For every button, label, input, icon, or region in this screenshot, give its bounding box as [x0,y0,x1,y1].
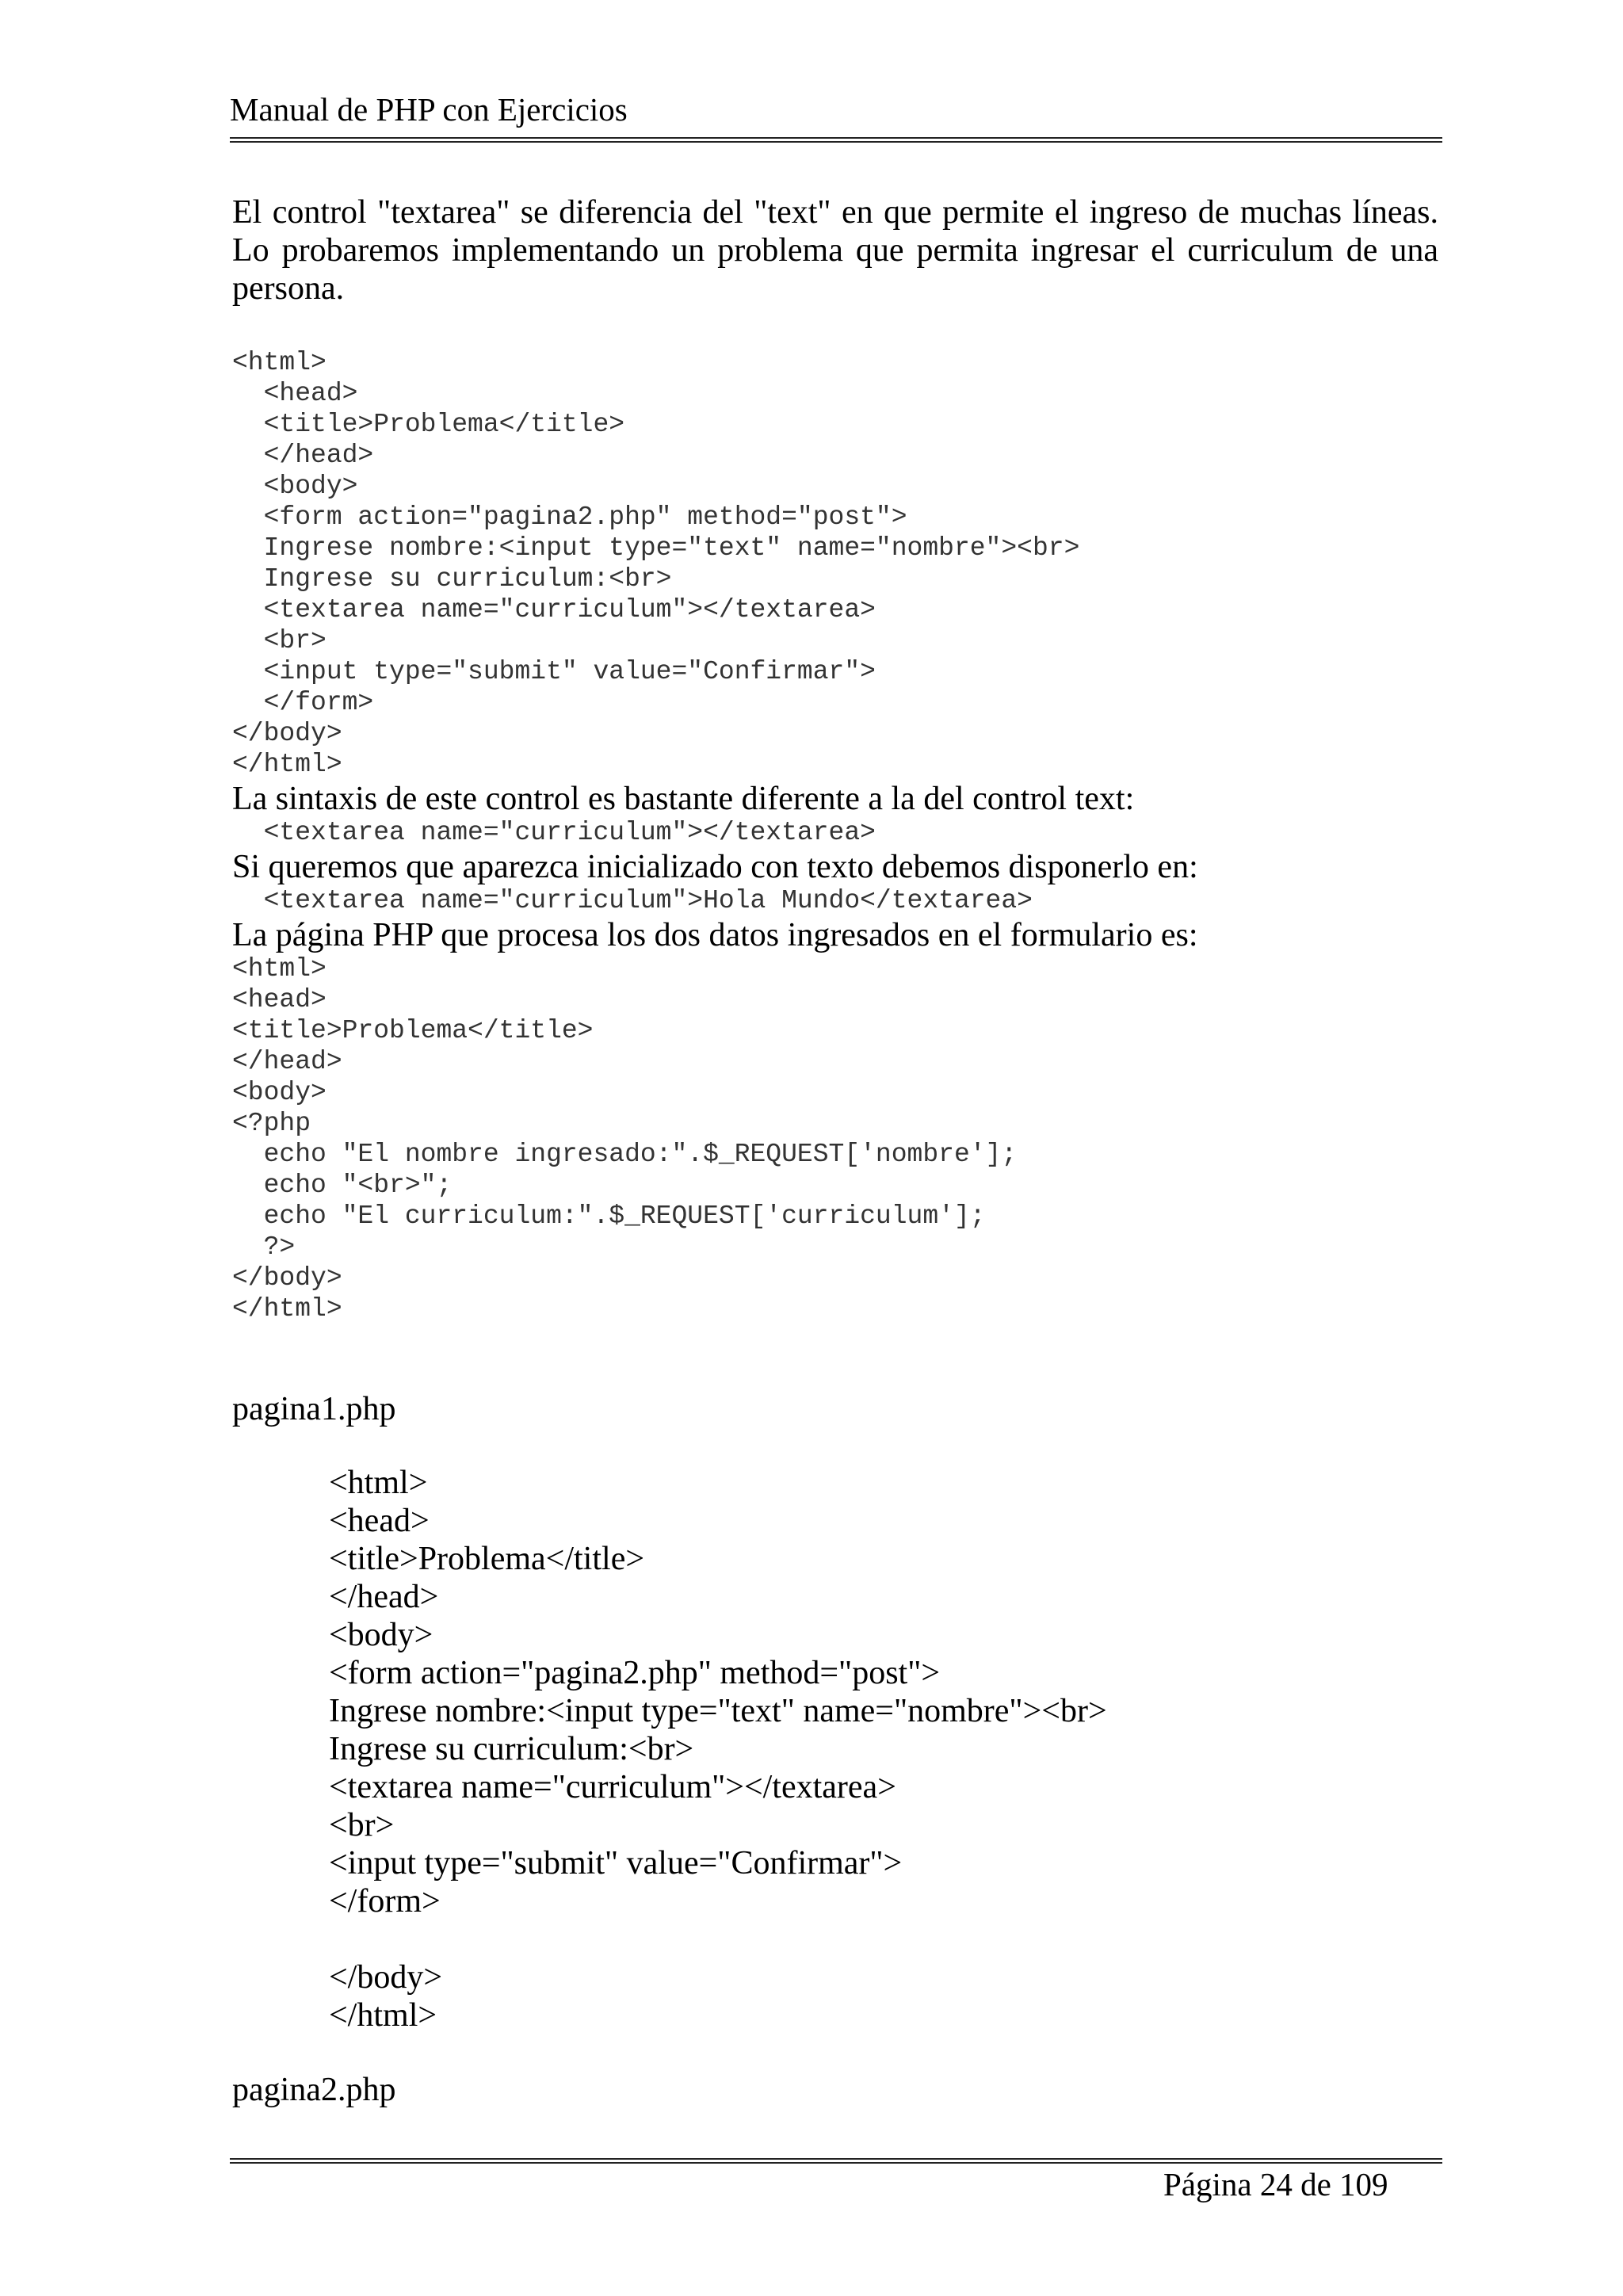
text-php: La página PHP que procesa los dos datos ingresados en el formulario es: [232,917,1198,953]
code-line: </body> [232,719,342,748]
code-line: <body> [329,1617,433,1653]
code-line: </body> [232,1263,342,1293]
code-line: </form> [329,1883,441,1920]
intro-paragraph: El control "textarea" se diferencia del "text" en que permite el ingreso de muchas líneas. Lo probaremos implementando un problema que permita ingresar el curriculum de una persona. [232,194,1438,307]
code-line: </html> [232,750,342,779]
header-title: Manual de PHP con Ejercicios [230,91,628,128]
code-line: <title>Problema</title> [329,1541,645,1577]
code-line: Ingrese nombre:<input type="text" name="nombre"><br> [232,533,1080,563]
code-line: <html> [329,1465,428,1501]
footer-rule [230,2158,1442,2164]
code-line: <br> [329,1807,395,1843]
code-line: <br> [232,626,327,655]
page-number: Página 24 de 109 [1163,2166,1388,2202]
code-line: </head> [232,1047,342,1076]
code-line: <form action="pagina2.php" method="post"> [232,502,907,532]
code-line: </body> [329,1959,443,1996]
code-line: <textarea name="curriculum"></textarea> [329,1769,896,1805]
code-line: </form> [232,688,374,717]
code-line: <textarea name="curriculum"></textarea> [232,595,876,625]
code-syntax: <textarea name="curriculum"></textarea> [232,818,876,847]
code-line: <head> [232,379,358,408]
code-line: echo "El curriculum:".$_REQUEST['curriculum']; [232,1201,986,1231]
code-line: <form action="pagina2.php" method="post"> [329,1655,941,1691]
code-line: Ingrese su curriculum:<br> [329,1731,694,1767]
pagina1-label: pagina1.php [232,1391,396,1427]
code-line: <head> [329,1503,430,1539]
code-line: <input type="submit" value="Confirmar"> [232,657,876,686]
code-line: <html> [232,348,327,377]
code-line: <title>Problema</title> [232,410,625,439]
header-rule [230,137,1442,143]
code-line: <body> [232,1078,327,1107]
code-line: <head> [232,985,327,1014]
code-line: echo "El nombre ingresado:".$_REQUEST['nombre']; [232,1140,1018,1169]
code-line: <title>Problema</title> [232,1016,594,1045]
code-init: <textarea name="curriculum">Hola Mundo</textarea> [232,886,1033,915]
code-line: </html> [232,1294,342,1324]
pagina2-label: pagina2.php [232,2072,396,2108]
text-syntax: La sintaxis de este control es bastante diferente a la del control text: [232,781,1135,817]
code-line: <input type="submit" value="Confirmar"> [329,1845,903,1881]
code-line: echo "<br>"; [232,1171,453,1200]
code-line: <?php [232,1109,311,1138]
code-line: </head> [329,1579,439,1615]
code-line: <body> [232,472,358,501]
code-line: Ingrese su curriculum:<br> [232,564,672,594]
code-line: <html> [232,954,327,984]
code-line: </head> [232,441,374,470]
text-init: Si queremos que aparezca inicializado con texto debemos disponerlo en: [232,849,1198,885]
code-line: Ingrese nombre:<input type="text" name="nombre"><br> [329,1693,1107,1729]
code-line: </html> [329,1997,437,2034]
code-line: ?> [232,1232,296,1262]
